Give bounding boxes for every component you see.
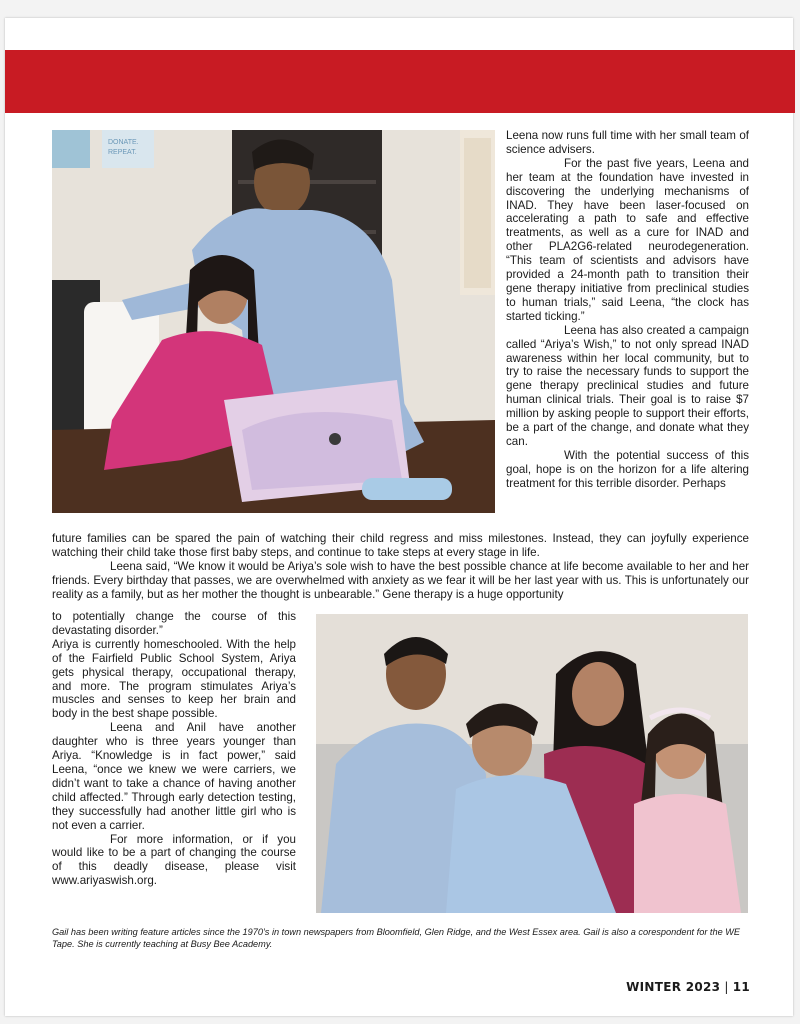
left-paragraph-2: Ariya is currently homeschooled. With the help of the Fairfield Public School System, Ariya gets physical therapy, occupational therapy, and more. The program stimulates Ariya’s muscles and senses to keep her brain and body in the best shape possible. bbox=[52, 637, 296, 721]
author-bio: Gail has been writing feature articles since the 1970’s in town newspapers from Bloomfield, Glen Ridge, and the West Essex area. Gail is also a corespondent for the WE Tape. She is currently teaching at Busy Bee Academy. bbox=[52, 927, 741, 949]
photo-family-on-couch bbox=[316, 614, 748, 913]
footer-separator: | bbox=[724, 980, 729, 994]
right-paragraph-1: Leena now runs full time with her small team of science advisers. bbox=[506, 129, 749, 156]
page-number: 11 bbox=[732, 980, 750, 994]
right-paragraph-3: Leena has also created a campaign called “Ariya’s Wish,” to not only spread INAD awareness within her local community, but to try to raise the necessary funds to support the gene therapy preclinical studies and future human clinical trials. Their goal is to raise $7 million by asking people to support their efforts, be a part of the change, and donate what they can. bbox=[506, 323, 749, 448]
full-width-text bbox=[52, 532, 749, 602]
photo-family-illustration bbox=[316, 614, 748, 913]
issue-label: WINTER 2023 bbox=[626, 980, 721, 994]
right-column-text bbox=[506, 129, 749, 491]
left-paragraph-4: For more information, or if you would like to be a part of changing the course of this deadly disease, please visit www.ariyaswish.org. bbox=[52, 832, 296, 888]
right-paragraph-4: With the potential success of this goal, hope is on the horizon for a life altering treatment for this terrible disorder. Perhaps bbox=[506, 448, 749, 490]
right-paragraph-2: For the past five years, Leena and her team at the foundation have invested in discovering the underlying mechanisms of INAD. They have been laser-focused on accelerating a path to safe and effective treatments, as well as a cure for INAD and other PLA2G6-related neurodegeneration. “This team of scientists and advisors have provided a 24-month path to transition their gene therapy initiative from preclinical studies to human trials,” said Leena, “the clock has started ticking.” bbox=[506, 156, 749, 323]
page-footer bbox=[626, 980, 750, 994]
photo-couple-illustration bbox=[52, 130, 495, 513]
left-paragraph-1: to potentially change the course of this devastating disorder.” bbox=[52, 610, 296, 637]
full-paragraph-2: Leena said, “We know it would be Ariya’s sole wish to have the best possible chance at life become available to her and her friends. Every birthday that passes, we are overwhelmed with anxiety as we fear it will be her last year with us. This is unfortunately our reality as a family, but as her mother the thought is unbearable.” Gene therapy is a huge opportunity bbox=[52, 560, 749, 601]
photo-couple-at-laptop bbox=[52, 130, 495, 513]
poster-line-1: DONATE. bbox=[108, 139, 139, 146]
header-banner bbox=[5, 50, 795, 113]
poster-line-2: REPEAT. bbox=[108, 149, 137, 156]
left-column-text bbox=[52, 610, 296, 888]
full-paragraph-1: future families can be spared the pain of watching their child regress and miss milestones. Instead, they can joyfully experience watching their child take those first baby steps, and continue to take steps at every stage in life. bbox=[52, 532, 749, 559]
left-paragraph-3: Leena and Anil have another daughter who is three years younger than Ariya. “Knowledge is in fact power,” said Leena, “once we knew we were carriers, we didn’t want to take a chance of having another child affected.” Through early detection testing, they successfully had another little girl who is not even a carrier. bbox=[52, 721, 296, 832]
